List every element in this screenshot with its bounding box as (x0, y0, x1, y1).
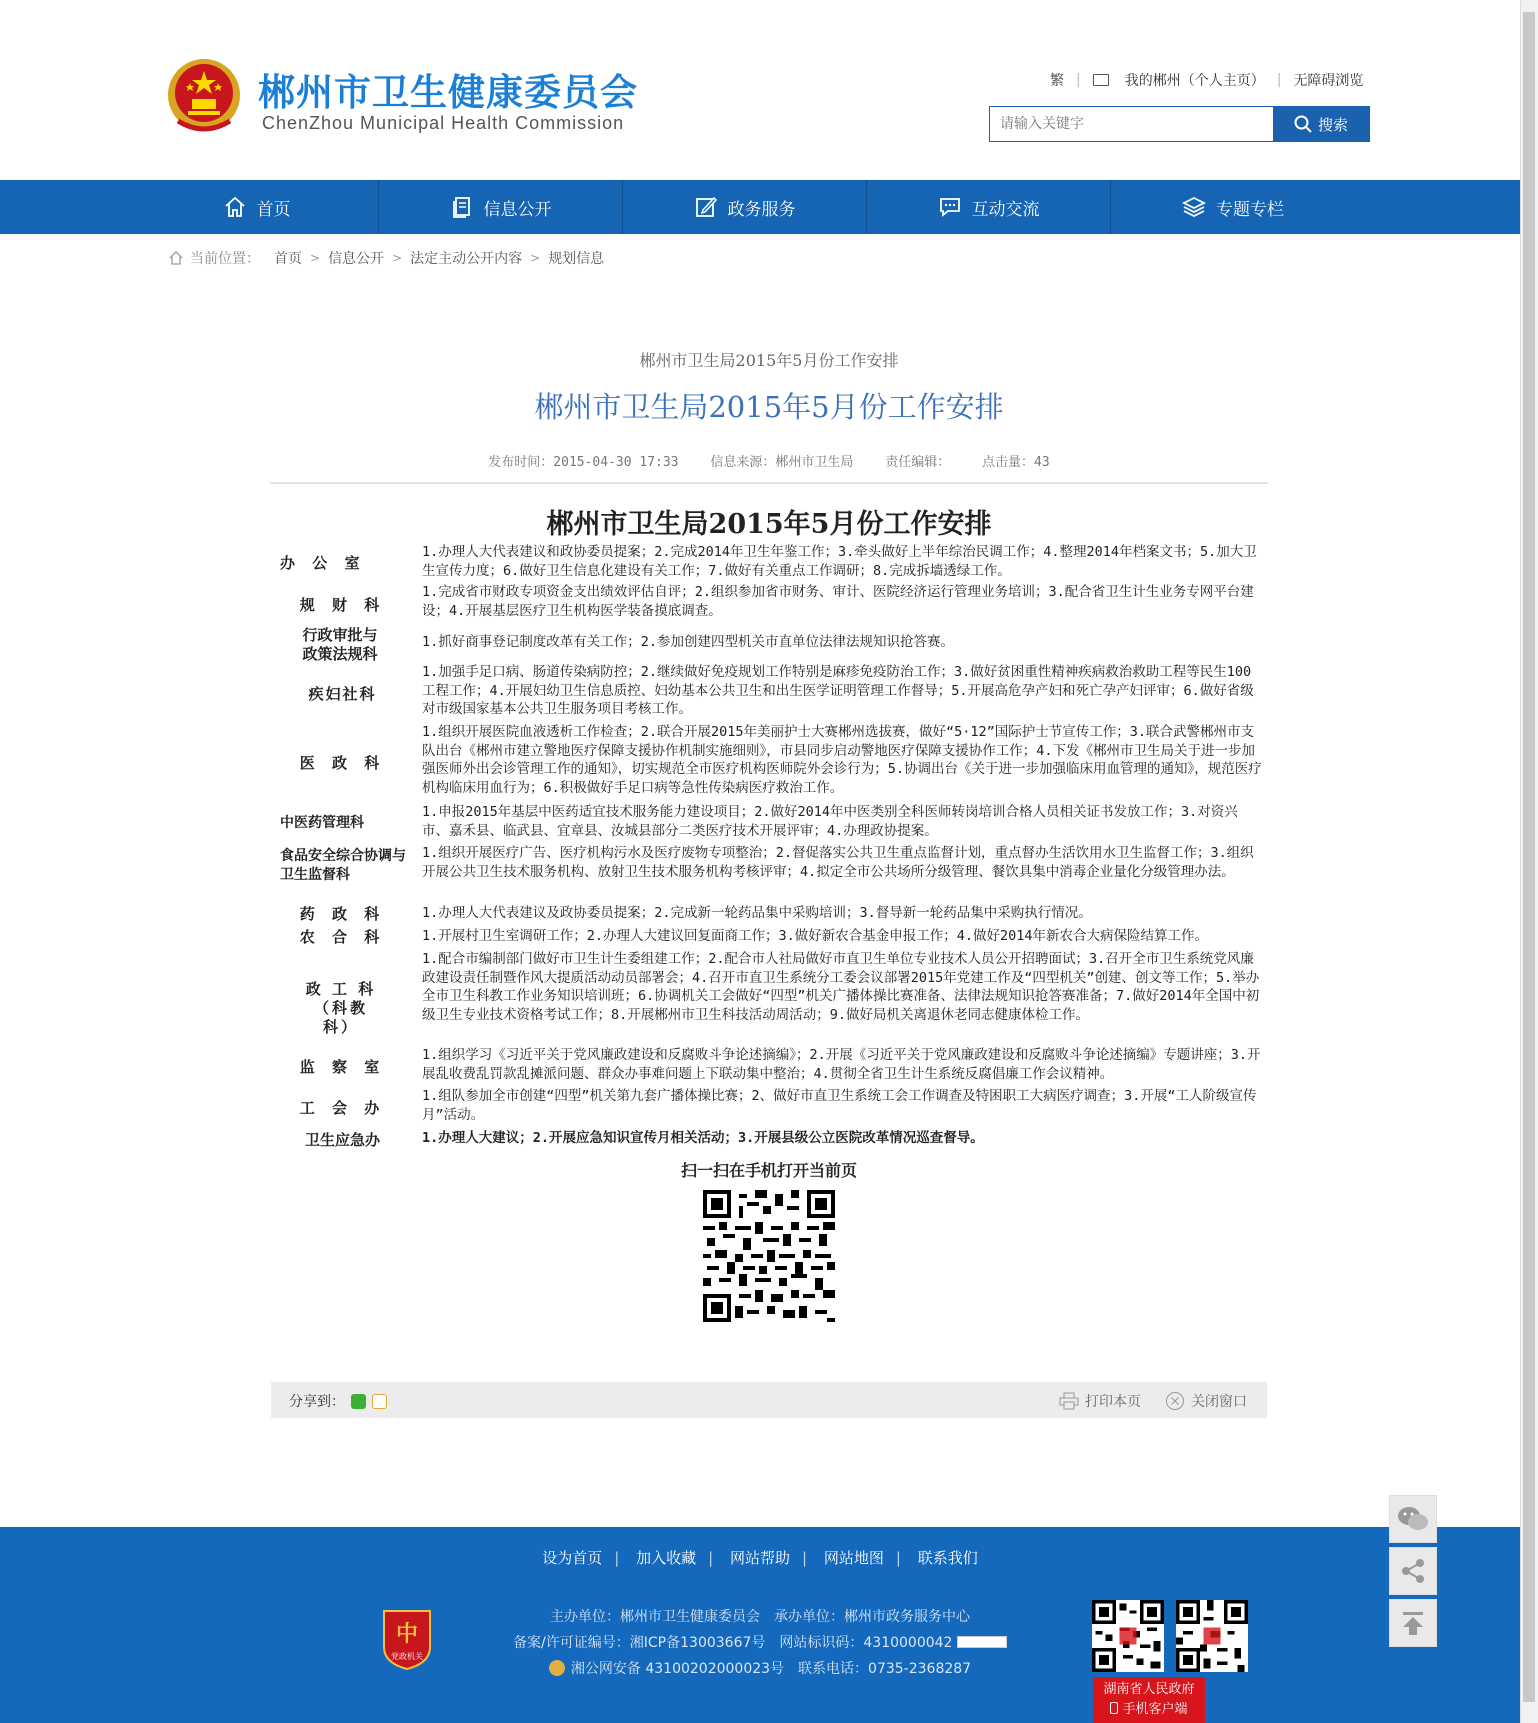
breadcrumb-item[interactable]: 信息公开 (328, 251, 385, 267)
close-window-button[interactable] (1165, 1391, 1247, 1411)
department-tasks: 1.完成省市财政专项资金支出绩效评估自评；2.组织参加省市财务、审计、医院经济运行管理业务培训；3.配合省卫生计生业务专网平台建设；4.开展基层医疗卫生机构医学装备摸底调查。 (422, 584, 1254, 619)
nav-item-special-topics[interactable] (1111, 180, 1355, 234)
table-row (270, 803, 1270, 843)
divider (270, 482, 1268, 484)
breadcrumb-label: 当前位置： (190, 251, 260, 267)
table-row (270, 950, 1270, 1044)
app-subtitle (1093, 1700, 1205, 1720)
department-name: 规 财 科 (299, 596, 386, 614)
search-button[interactable] (1273, 107, 1369, 141)
search-button-label: 搜索 (1317, 115, 1348, 134)
site-logo-subtitle: ChenZhou Municipal Health Commission (262, 113, 625, 133)
department-name: 工 会 办 (299, 1099, 386, 1117)
table-row (270, 723, 1270, 799)
app-qr-code-image (1176, 1600, 1248, 1672)
chevron-right-icon: > (530, 251, 541, 265)
footer-icp (0, 1630, 1520, 1656)
department-tasks: 1.抓好商事登记制度改革有关工作；2.参加创建四型机关市直单位法律法规知识抢答赛。 (422, 634, 955, 650)
department-tasks: 1.加强手足口病、肠道传染病防控；2.继续做好免疫规划工作特别是麻疹免疫防治工作；3.做好贫困重性精神疾病救治救助工程等民生100工程工作；4.开展妇幼卫生信息质控、妇幼基本公共卫生和出生医学证明管理工作督导；5.开展高危孕产妇和死亡孕产妇评审；6.做好省级对市级国家基本公共卫生服务项目考核工作。 (422, 664, 1254, 718)
printer-icon (1059, 1392, 1079, 1410)
cnzz-badge-icon[interactable] (957, 1636, 1007, 1648)
department-tasks: 1.申报2015年基层中医药适宜技术服务能力建设项目；2.做好2014年中医类别全科医师转岗培训合格人员相关证书发放工作；3.对资兴市、嘉禾县、临武县、宜章县、汝城县部分二类医疗技术开展评审；4.办理政协提案。 (422, 804, 1238, 839)
table-row (270, 904, 1270, 926)
department-tasks: 1.配合市编制部门做好市卫生计生委组建工作；2.配合市人社局做好市直卫生单位专业技术人员公开招聘面试；3.召开全市卫生系统党风廉政建设责任制暨作风大提质活动动员部署会；4.召开市直卫生系统分工委会议部署2015年党建工作及“四型机关”创建、创文等工作；5.举办全市卫生科教工作业务知识培训班；6.协调机关工会做好“四型”机关广播体操比赛准备、法律法规知识抢答赛准备；7.做好2014年全国中初级卫生专业技术资格考试工作；8.开展郴州市卫生科技活动周活动；9.做好局机关离退休老同志健康体检工作。 (422, 951, 1260, 1024)
chevron-right-icon: > (310, 251, 321, 265)
department-tasks: 1.办理人大代表建议和政协委员提案；2.完成2014年卫生年鉴工作；3.牵头做好上半年综治民调工作；4.整理2014年档案文书；5.加大卫生宣传力度；6.做好卫生信息化建设有关工作；7.做好有关重点工作调研；8.完成拆墙透绿工作。 (422, 544, 1257, 579)
share-bar (271, 1382, 1267, 1418)
share-label: 分享到： (289, 1394, 345, 1410)
article-title: 郴州市卫生局2015年5月份工作安排 (534, 390, 1004, 424)
info-source: 信息来源：郴州市卫生局 (710, 455, 854, 470)
close-window-label: 关闭窗口 (1191, 1394, 1247, 1410)
nav-item-label: 互动交流 (971, 199, 1040, 220)
nav-item-info-disclosure[interactable] (379, 180, 623, 234)
search-input[interactable] (990, 107, 1273, 141)
breadcrumb-item[interactable]: 法定主动公开内容 (410, 251, 523, 267)
footer-icp-text: 备案/许可证编号：湘ICP备13003667号 网站标识码：4310000042 (513, 1635, 953, 1651)
contact-us-link[interactable]: 联系我们 (917, 1549, 978, 1567)
app-subtitle-text: 手机客户端 (1122, 1702, 1188, 1717)
department-name: 卫生应急办 (304, 1131, 380, 1149)
department-name: 医 政 科 (299, 754, 386, 772)
edit-icon (694, 195, 718, 219)
department-name: 政 工 科（科教科） (305, 980, 377, 1036)
print-label: 打印本页 (1085, 1394, 1141, 1410)
wechat-icon[interactable] (351, 1394, 366, 1409)
article-meta (0, 451, 1538, 470)
search-icon (1294, 115, 1312, 133)
badge-label: 党政机关 (391, 1652, 423, 1661)
accessibility-link[interactable]: 无障碍浏览 (1293, 73, 1364, 89)
separator: | (1076, 72, 1081, 88)
layers-icon (1182, 195, 1206, 219)
search-box (989, 106, 1370, 142)
site-map-link[interactable]: 网站地图 (823, 1549, 884, 1567)
police-badge-icon (549, 1660, 565, 1676)
department-name: 中医药管理科 (280, 815, 364, 831)
footer-sponsor: 主办单位：郴州市卫生健康委员会 承办单位：郴州市政务服务中心 (550, 1609, 970, 1625)
department-name: 监 察 室 (299, 1058, 386, 1076)
department-tasks: 1.组织开展医疗广告、医疗机构污水及医疗废物专项整治；2.督促落实公共卫生重点监督计划，重点督办生活饮用水卫生监督工作；3.组织开展公共卫生技术服务机构、放射卫生技术服务机构考核评审；4.拟定全市公共场所分级管理、餐饮具集中消毒企业量化分级管理办法。 (422, 845, 1254, 880)
department-name: 办 公 室 (280, 554, 366, 572)
breadcrumb (168, 248, 604, 268)
click-count: 点击量：43 (982, 455, 1050, 470)
site-help-link[interactable]: 网站帮助 (729, 1549, 790, 1567)
table-row (270, 1087, 1270, 1127)
back-to-top-button[interactable] (1389, 1599, 1437, 1647)
footer-info (0, 1604, 1520, 1682)
department-tasks: 1.开展村卫生室调研工作；2.办理人大建议回复面商工作；3.做好新农合基金申报工作；4.做好2014年新农合大病保险结算工作。 (422, 928, 1209, 944)
table-row (270, 927, 1270, 949)
wechat-float-button[interactable] (1389, 1495, 1437, 1543)
wechat-qr-code-image (1092, 1600, 1164, 1672)
svg-text:中: 中 (395, 1622, 419, 1647)
breadcrumb-item[interactable]: 规划信息 (548, 251, 605, 267)
publish-time: 发布时间：2015-04-30 17:33 (488, 455, 679, 470)
main-nav (0, 180, 1520, 234)
nav-item-label: 政务服务 (727, 199, 796, 220)
table-row (270, 1129, 1270, 1151)
footer-police (0, 1656, 1520, 1682)
print-button[interactable] (1059, 1391, 1141, 1411)
share-icon (1399, 1557, 1427, 1585)
department-name: 疾妇社科 (308, 685, 377, 703)
department-name: 食品安全综合协调与卫生监督科 (280, 848, 406, 883)
my-chenzhou-link[interactable]: 我的郴州（个人主页） (1124, 73, 1265, 89)
department-tasks: 1.组队参加全市创建“四型”机关第九套广播体操比赛；2、做好市直卫生系统工会工作调查及特困职工大病医疗调查；3.开展“工人阶级宣传月”活动。 (422, 1088, 1257, 1123)
department-tasks: 1.办理人大代表建议及政协委员提案；2.完成新一轮药品集中采购培训；3.督导新一轮药品集中采购执行情况。 (422, 905, 1092, 921)
site-header (0, 0, 1520, 180)
footer-police-text: 湘公网安备 43100202000023号 联系电话：0735-2368287 (570, 1661, 972, 1677)
phone-icon (1110, 1702, 1118, 1714)
wechat-icon (1397, 1505, 1429, 1533)
qr-code-image (703, 1190, 835, 1322)
add-favorites-link[interactable]: 加入收藏 (636, 1549, 697, 1567)
table-row (270, 624, 1270, 664)
close-icon (1165, 1391, 1185, 1411)
responsible-editor: 责任编辑： (885, 455, 951, 470)
home-icon (168, 250, 184, 266)
department-tasks: 1.组织开展医院血液透析工作检查；2.联合开展2015年美丽护士大赛郴州选拔赛，做好“5·12”国际护士节宣传工作；3.联合武警郴州市支队出台《郴州市建立警地医疗保障支援协作机制实施细则》，市县同步启动警地医疗保障支援协作工作；4.下发《郴州市卫生局关于进一步加强医师外出会诊管理工作的通知》，切实规范全市医疗机构医师院外会诊行为；5.协调出台《关于进一步加强临床用血管理的通知》，规范医疗机构临床用血行为；6.积极做好手足口病等急性传染病医疗救治工作。 (422, 724, 1262, 797)
home-icon (223, 195, 247, 219)
department-tasks: 1.办理人大建议；2.开展应急知识宣传月相关活动；3.开展县级公立医院改革情况巡查督导。 (422, 1130, 984, 1146)
set-homepage-link[interactable]: 设为首页 (542, 1549, 603, 1567)
department-name: 行政审批与政策法规科 (302, 626, 378, 663)
site-footer (0, 1527, 1520, 1723)
table-row (270, 583, 1270, 623)
table-row (270, 844, 1270, 902)
department-name: 药 政 科 (299, 905, 386, 923)
article-subtitle: 郴州市卫生局2015年5月份工作安排 (639, 351, 899, 370)
footer-links: 设为首页 | 加入收藏 | 网站帮助 | 网站地图 | 联系我们 (542, 1549, 978, 1567)
arrow-up-icon (1399, 1609, 1427, 1637)
table-row (270, 1046, 1270, 1086)
separator: | (1276, 72, 1282, 88)
document-title: 郴州市卫生局2015年5月份工作安排 (546, 509, 992, 540)
qr-caption: 扫一扫在手机打开当前页 (680, 1161, 857, 1180)
chevron-right-icon: > (392, 251, 403, 265)
department-tasks: 1.组织学习《习近平关于党风廉政建设和反腐败斗争论述摘编》；2.开展《习近平关于党风廉政建设和反腐败斗争论述摘编》专题讲座；3.开展乱收费乱罚款乱摊派问题、群众办事难问题上下联动集中整治；4.贯彻全省卫生计生系统反腐倡廉工作会议精神。 (422, 1047, 1261, 1082)
scrollbar-thumb[interactable] (1523, 12, 1535, 1702)
site-logo-title[interactable]: 郴州市卫生健康委员会 (258, 71, 638, 114)
table-row (270, 540, 1270, 582)
app-title: 湖南省人民政府 (1103, 1682, 1195, 1697)
top-links (1050, 70, 1363, 90)
nav-item-label: 首页 (256, 199, 291, 220)
chat-icon (938, 195, 962, 219)
monitor-icon (1093, 74, 1109, 86)
nav-item-label: 专题专栏 (1216, 199, 1284, 220)
floating-toolbar (1389, 1495, 1437, 1651)
nav-item-home[interactable] (135, 180, 379, 234)
national-emblem-icon (166, 55, 242, 137)
weibo-icon[interactable] (372, 1394, 387, 1409)
nav-item-interaction[interactable] (867, 180, 1111, 234)
nav-item-gov-services[interactable] (623, 180, 867, 234)
hunan-gov-app-link[interactable] (1093, 1677, 1205, 1723)
table-row (270, 663, 1270, 721)
breadcrumb-item[interactable]: 首页 (274, 251, 302, 267)
nav-item-label: 信息公开 (483, 199, 552, 220)
document-icon (450, 195, 474, 219)
share-float-button[interactable] (1389, 1547, 1437, 1595)
department-name: 农 合 科 (299, 928, 386, 946)
traditional-chinese-link[interactable]: 繁 (1050, 73, 1064, 89)
